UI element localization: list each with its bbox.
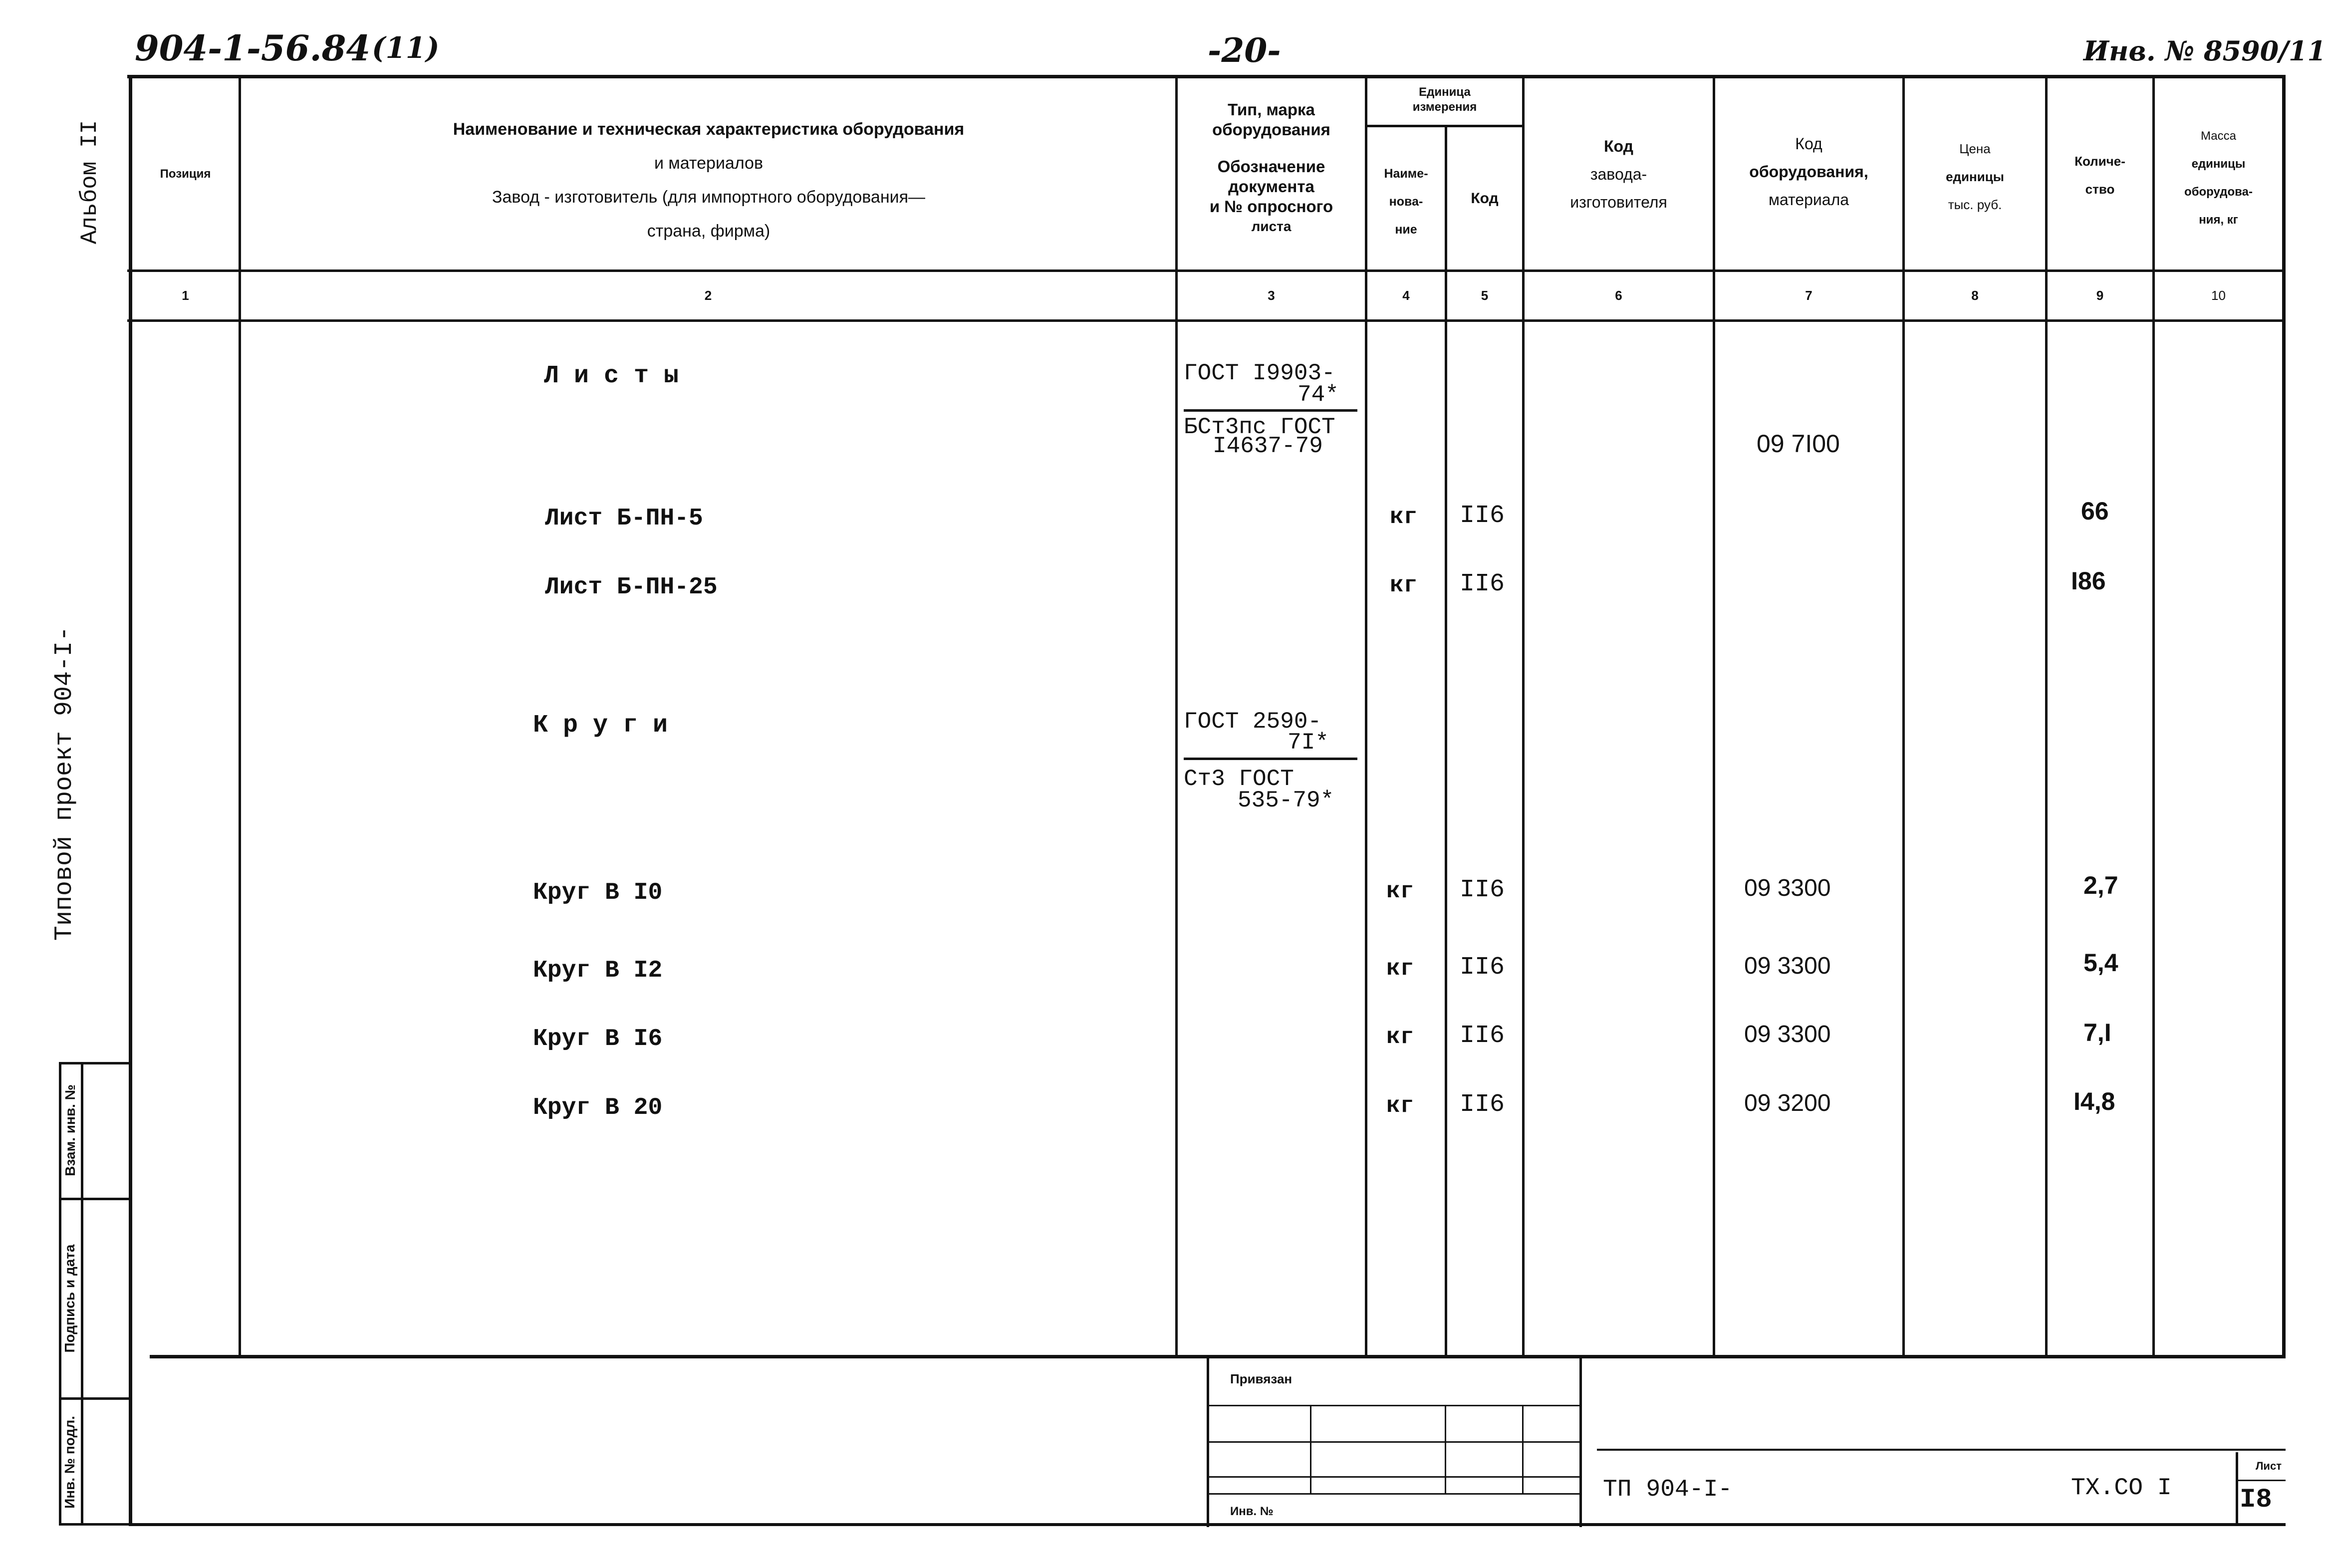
header-type <box>1178 100 1365 237</box>
item-quantity: 66 <box>2081 497 2109 525</box>
album-label: Альбом II <box>77 120 103 245</box>
header-equip-code-line2: оборудования, <box>1749 163 1868 181</box>
col-sep-3 <box>1365 75 1367 1357</box>
header-unit-name <box>1367 160 1445 244</box>
gost-sheets-d: I4637-79 <box>1213 433 1323 459</box>
item-unit-code: II6 <box>1460 502 1505 530</box>
page-number: -20- <box>1208 31 1281 70</box>
colnum-bottom-line <box>127 319 2286 322</box>
item-quantity: 7,I <box>2083 1019 2111 1046</box>
colnum-9: 9 <box>2096 288 2104 303</box>
item-name: Круг В I2 <box>533 957 663 984</box>
item-equip-code: 09 3300 <box>1744 1021 1831 1047</box>
header-mass <box>2155 122 2282 234</box>
item-unit-code: II6 <box>1460 953 1505 982</box>
header-quantity <box>2048 147 2152 203</box>
header-type-line1: Тип, марка <box>1228 100 1315 119</box>
bound-label: Привязан <box>1230 1371 1293 1386</box>
header-price-line2: единицы <box>1946 169 2004 184</box>
col-sep-7 <box>1902 75 1905 1357</box>
header-maker-code-line1: Код <box>1604 137 1633 155</box>
header-name-line4: страна, фирма) <box>647 222 771 241</box>
col-sep-2 <box>1175 75 1178 1357</box>
title-block-mid-sep <box>1579 1355 1582 1527</box>
header-maker-code-line2: завода- <box>1590 165 1647 183</box>
header-mass-line4: ния, кг <box>2199 213 2238 227</box>
inventory-number: Инв. № 8590/11 <box>2083 35 2327 67</box>
table-left-border <box>129 75 132 1525</box>
item-unit-code: II6 <box>1460 1022 1505 1050</box>
inv-no-label: Инв. № <box>1230 1505 1274 1518</box>
col-sep-1 <box>239 75 241 1357</box>
header-name-line3: Завод - изготовитель (для импортного оборудования— <box>492 188 926 207</box>
col-sep-5 <box>1522 75 1525 1357</box>
table-right-border <box>2282 75 2286 1357</box>
item-unit-code: II6 <box>1460 1090 1505 1119</box>
header-unit-name-line2: нова- <box>1389 195 1423 209</box>
item-name: Круг В I0 <box>533 879 663 906</box>
header-price <box>1905 135 2045 219</box>
sign-row-line-1 <box>1208 1405 1579 1406</box>
header-position: Позиция <box>160 167 211 181</box>
sign-row-line-2 <box>1208 1441 1579 1443</box>
header-unit-name-line1: Наиме- <box>1384 167 1428 181</box>
gost-rounds-underline <box>1184 758 1357 760</box>
item-quantity: 2,7 <box>2083 871 2118 899</box>
colnum-1: 1 <box>182 288 189 303</box>
header-type-line6: листа <box>1251 219 1292 234</box>
header-unit-group <box>1367 85 1522 115</box>
equip-code-sheets: 09 7I00 <box>1757 430 1840 458</box>
sheet-label: Лист <box>2256 1460 2282 1472</box>
designation-line <box>1597 1449 2286 1451</box>
item-unit: кг <box>1386 878 1414 904</box>
sign-col-line-1 <box>1310 1405 1311 1495</box>
stamp-sign-date: Подпись и дата <box>62 1244 77 1353</box>
stamp-replace-inv: Взам. инв. № <box>62 1084 78 1176</box>
item-equip-code: 09 3200 <box>1744 1090 1831 1116</box>
issue-number: (11) <box>372 31 440 65</box>
sheet-box-divider <box>2236 1480 2286 1481</box>
header-type-line3: Обозначение <box>1217 157 1325 176</box>
sheet-number: I8 <box>2240 1485 2272 1515</box>
header-type-line5: и № опросного <box>1209 197 1333 216</box>
col-sep-6 <box>1713 75 1715 1357</box>
gost-sheets-a: ГОСТ I9903- <box>1184 360 1335 386</box>
colnum-8: 8 <box>1971 288 1979 303</box>
item-unit-code: II6 <box>1460 570 1505 598</box>
title-block-bottom-line <box>129 1523 2286 1526</box>
gost-sheets-b: 74* <box>1297 382 1339 408</box>
header-maker-code-line3: изготовителя <box>1570 193 1667 211</box>
colnum-5: 5 <box>1481 288 1489 303</box>
header-unit-code: Код <box>1471 190 1499 207</box>
sheet-code: ТХ.СО I <box>2071 1475 2172 1502</box>
colnum-7: 7 <box>1805 288 1812 303</box>
header-maker-code <box>1525 132 1713 216</box>
project-code: ТП 904-I- <box>1603 1476 1733 1503</box>
sign-row-line-3 <box>1208 1476 1579 1478</box>
item-equip-code: 09 3300 <box>1744 875 1831 901</box>
header-equip-code-line1: Код <box>1795 135 1822 153</box>
header-unit-group-line1: Единица <box>1419 85 1471 99</box>
project-label: Типовой проект 904-I- <box>50 626 79 941</box>
header-equip-code <box>1715 130 1902 214</box>
header-mass-line3: оборудова- <box>2184 185 2253 199</box>
sign-row-line-4 <box>1208 1493 1579 1495</box>
item-name: Круг В 20 <box>533 1094 663 1121</box>
colnum-10: 10 <box>2211 288 2226 303</box>
colnum-6: 6 <box>1615 288 1622 303</box>
header-mass-line1: Масса <box>2201 129 2236 143</box>
header-quantity-line2: ство <box>2085 182 2115 197</box>
gost-rounds-a: ГОСТ 2590- <box>1184 709 1322 735</box>
item-quantity: 5,4 <box>2083 949 2118 977</box>
item-name: Лист Б-ПН-5 <box>545 505 703 532</box>
col-sep-9 <box>2152 75 2155 1357</box>
title-block-top-line <box>150 1355 2286 1358</box>
colnum-3: 3 <box>1268 288 1275 303</box>
sign-col-line-3 <box>1522 1405 1524 1495</box>
item-unit: кг <box>1386 956 1414 982</box>
header-quantity-line1: Количе- <box>2074 154 2125 169</box>
section-title-sheets: Л и с т ы <box>544 362 679 390</box>
item-unit: кг <box>1390 504 1418 530</box>
header-name-line2: и материалов <box>654 154 764 173</box>
section-title-rounds: К р у г и <box>533 711 668 740</box>
item-unit-code: II6 <box>1460 876 1505 904</box>
col-sep-8 <box>2045 75 2048 1357</box>
gost-sheets-c: БСт3пс ГОСТ <box>1184 414 1335 440</box>
item-name: Лист Б-ПН-25 <box>545 574 718 601</box>
sheet-box-left <box>2236 1452 2238 1525</box>
item-equip-code: 09 3300 <box>1744 953 1831 979</box>
stamp-inv-original: Инв. № подл. <box>62 1416 77 1509</box>
item-quantity: I86 <box>2071 567 2106 595</box>
item-name: Круг В I6 <box>533 1026 663 1052</box>
doc-code: 904-1-56.84 <box>135 27 371 69</box>
colnum-2: 2 <box>704 288 712 303</box>
header-mass-line2: единицы <box>2191 157 2246 171</box>
gost-rounds-d: 535-79* <box>1238 787 1334 813</box>
header-price-line3: тыс. руб. <box>1948 197 2002 212</box>
header-name-line1: Наименование и техническая характеристика оборудования <box>453 120 965 139</box>
sign-col-line-2 <box>1445 1405 1446 1495</box>
header-type-line4: документа <box>1228 177 1314 196</box>
gost-rounds-b: 7I* <box>1288 730 1329 756</box>
header-equip-code-line3: материала <box>1768 191 1849 209</box>
header-name <box>242 112 1175 248</box>
gost-rounds-c: Ст3 ГОСТ <box>1184 766 1294 792</box>
header-unit-group-line2: измерения <box>1412 100 1477 114</box>
colnum-4: 4 <box>1402 288 1410 303</box>
table-top-border <box>127 75 2286 78</box>
item-unit: кг <box>1390 572 1418 598</box>
header-price-line1: Цена <box>1959 141 1991 156</box>
header-unit-name-line3: ние <box>1395 223 1417 237</box>
gost-sheets-underline <box>1184 409 1357 412</box>
item-unit: кг <box>1386 1093 1414 1119</box>
header-type-line2: оборудования <box>1212 120 1330 139</box>
item-unit: кг <box>1386 1024 1414 1050</box>
item-quantity: I4,8 <box>2073 1087 2115 1115</box>
